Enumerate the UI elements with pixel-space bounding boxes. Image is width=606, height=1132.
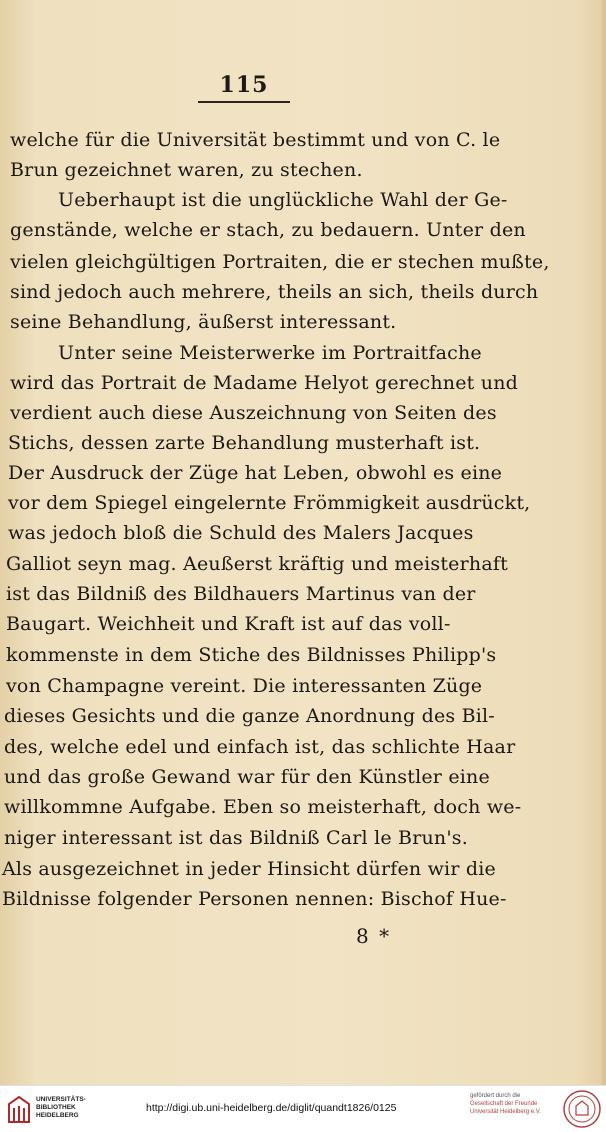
text-line: wird das Portrait de Madame Helyot gerechnet und xyxy=(10,372,518,394)
text-line: vor dem Spiegel eingelernte Frömmigkeit ausdrückt, xyxy=(8,492,531,514)
text-line: willkommne Aufgabe. Eben so meisterhaft, doch we- xyxy=(4,796,522,818)
library-name-line: BIBLIOTHEK xyxy=(36,1104,76,1111)
text-line: Der Ausdruck der Züge hat Leben, obwohl es eine xyxy=(8,462,503,484)
text-line: sind jedoch auch mehrere, theils an sich, theils durch xyxy=(10,281,539,303)
society-seal-icon xyxy=(562,1089,602,1129)
text-line: Unter seine Meisterwerke im Portraitfache xyxy=(58,342,482,364)
signature-mark: 8 * xyxy=(356,924,392,948)
text-line: verdient auch diese Auszeichnung von Seiten des xyxy=(10,402,497,424)
permalink-url[interactable]: http://digi.ub.uni-heidelberg.de/diglit/quandt1826/0125 xyxy=(146,1102,397,1114)
text-line: Ueberhaupt ist die unglückliche Wahl der Ge- xyxy=(58,189,508,211)
text-line: ist das Bildniß des Bildhauers Martinus van der xyxy=(6,583,476,605)
university-library-logo-icon xyxy=(6,1094,32,1124)
footer-bar xyxy=(0,1085,606,1132)
text-line: Bildnisse folgender Personen nennen: Bischof Hue- xyxy=(2,888,507,910)
library-name-line: HEIDELBERG xyxy=(36,1112,79,1119)
page-number: 115 xyxy=(219,72,269,98)
library-name-line: UNIVERSITÄTS- xyxy=(36,1096,86,1103)
text-line: von Champagne vereint. Die interessanten Züge xyxy=(6,675,483,697)
text-line: des, welche edel und einfach ist, das schlichte Haar xyxy=(4,736,516,758)
funding-note xyxy=(470,1092,570,1116)
text-line: Brun gezeichnet waren, zu stechen. xyxy=(10,159,363,181)
text-line: kommenste in dem Stiche des Bildnisses Philipp's xyxy=(6,644,497,666)
text-line: welche für die Universität bestimmt und von C. le xyxy=(10,129,501,151)
library-name xyxy=(36,1096,86,1120)
text-line: Baugart. Weichheit und Kraft ist auf das voll- xyxy=(6,613,451,635)
text-line: was jedoch bloß die Schuld des Malers Jacques xyxy=(8,522,474,544)
funding-line: gefördert durch die xyxy=(470,1093,521,1099)
text-line: niger interessant ist das Bildniß Carl le Brun's. xyxy=(4,827,468,849)
text-line: seine Behandlung, äußerst interessant. xyxy=(10,311,397,333)
funding-line: Universität Heidelberg e.V. xyxy=(470,1109,541,1115)
funding-line: Gesellschaft der Freunde xyxy=(470,1101,538,1107)
text-line: Stichs, dessen zarte Behandlung musterhaft ist. xyxy=(8,432,481,454)
text-line: vielen gleichgültigen Portraiten, die er stechen mußte, xyxy=(10,251,550,273)
text-line: Galliot seyn mag. Aeußerst kräftig und meisterhaft xyxy=(6,553,508,575)
text-line: und das große Gewand war für den Künstler eine xyxy=(4,766,490,788)
text-line: dieses Gesichts und die ganze Anordnung des Bil- xyxy=(4,705,495,727)
header-rule xyxy=(198,101,290,103)
text-line: Als ausgezeichnet in jeder Hinsicht dürfen wir die xyxy=(2,858,496,880)
text-line: genstände, welche er stach, zu bedauern. Unter den xyxy=(10,219,526,241)
